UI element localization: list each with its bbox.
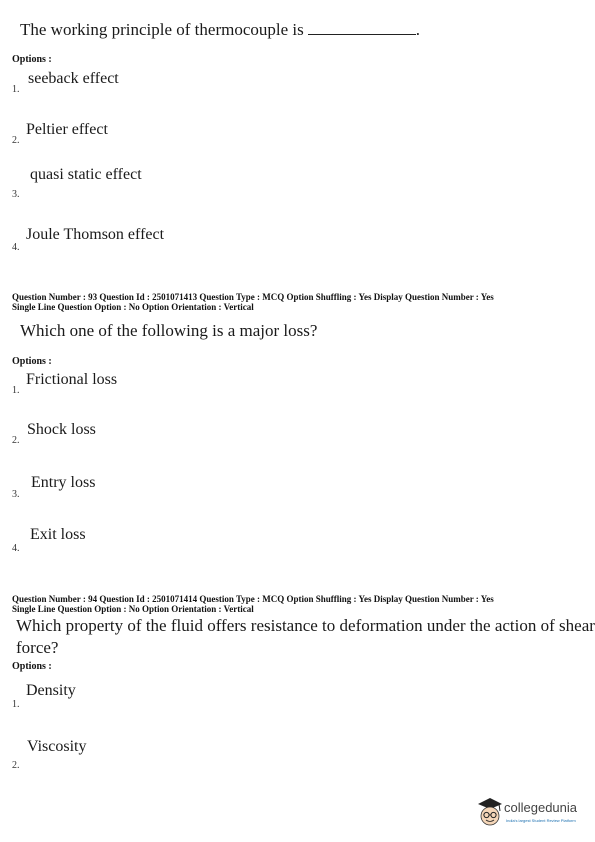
option-number: 2. (12, 760, 20, 771)
option-number: 1. (12, 699, 20, 710)
option-text: quasi static effect (30, 166, 142, 183)
question-92-stem: The working principle of thermocouple is (20, 20, 304, 39)
question-94-text-line2: force? (16, 638, 59, 657)
option-number: 1. (12, 84, 20, 95)
option-number: 4. (12, 543, 20, 554)
collegedunia-logo (476, 796, 588, 832)
option-text: Viscosity (27, 738, 87, 755)
option-text: Entry loss (31, 474, 96, 491)
options-label-93: Options : (12, 356, 52, 367)
question-93-meta-line1: Question Number : 93 Question Id : 2501071413 Question Type : MCQ Option Shuffling : Yes Display Question Number : Yes (12, 292, 494, 302)
option-text: Frictional loss (26, 371, 118, 388)
answer-blank (308, 20, 416, 35)
question-94-meta-line1: Question Number : 94 Question Id : 2501071414 Question Type : MCQ Option Shuffling : Yes Display Question Number : Yes (12, 594, 494, 604)
question-92-period: . (415, 20, 420, 39)
options-label-94: Options : (12, 661, 52, 672)
option-text: Exit loss (30, 526, 86, 543)
option-text: Shock loss (27, 421, 96, 438)
option-text: Density (26, 682, 76, 699)
question-94-text-line1: Which property of the fluid offers resistance to deformation under the action of shear (16, 616, 595, 635)
option-text: seeback effect (28, 70, 119, 87)
option-text: Joule Thomson effect (26, 226, 165, 243)
option-number: 2. (12, 435, 20, 446)
brand-tagline: India's largest Student Review Platform (506, 818, 576, 823)
options-label-92: Options : (12, 54, 52, 65)
question-94-meta-line2: Single Line Question Option : No Option Orientation : Vertical (12, 604, 254, 614)
option-number: 1. (12, 385, 20, 396)
question-92-text (20, 20, 420, 40)
student-mascot-icon (476, 796, 504, 830)
question-93-text: Which one of the following is a major loss? (20, 321, 318, 340)
question-93-meta-line2: Single Line Question Option : No Option Orientation : Vertical (12, 302, 254, 312)
option-number: 3. (12, 489, 20, 500)
brand-name: collegedunia (504, 800, 578, 815)
option-number: 4. (12, 242, 20, 253)
option-number: 3. (12, 189, 20, 200)
option-text: Peltier effect (26, 121, 108, 138)
option-number: 2. (12, 135, 20, 146)
